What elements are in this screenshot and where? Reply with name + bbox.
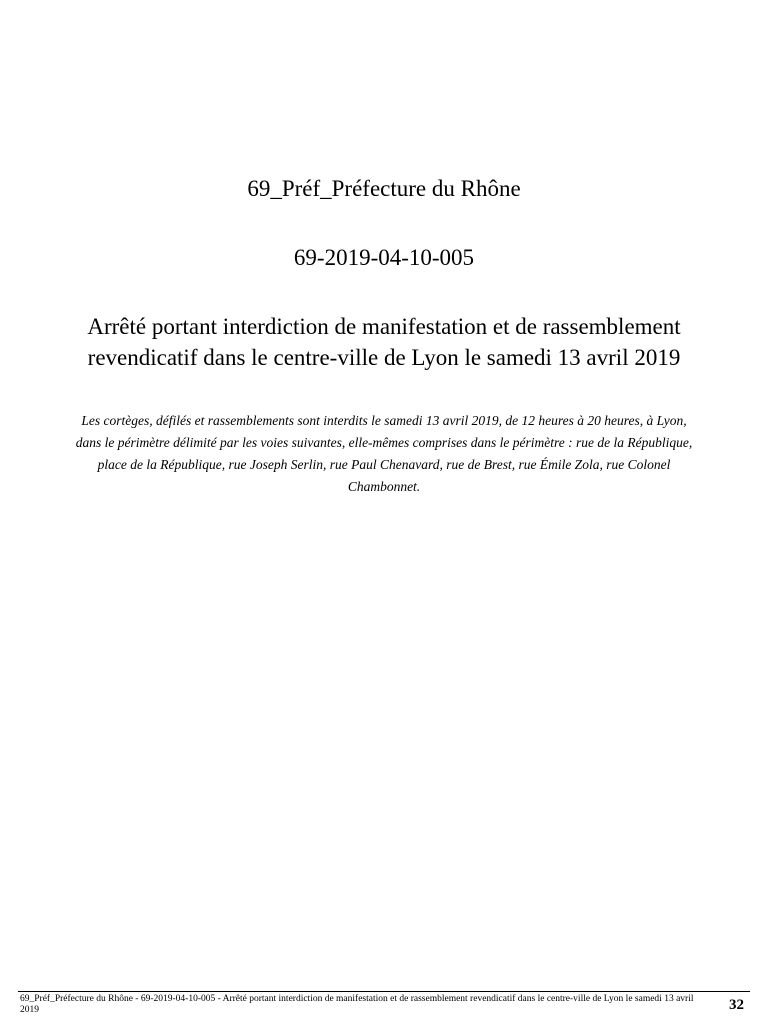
page-number: 32 [729,997,744,1013]
footer-text: 69_Préf_Préfecture du Rhône - 69-2019-04-10-005 - Arrêté portant interdiction de manifestation et de rassemblement revendicatif dans le centre-ville de Lyon le samedi 13 avril 2019 [20,994,694,1015]
footer-divider [18,991,750,992]
document-title: Arrêté portant interdiction de manifestation et de rassemblement revendicatif dans le centre-ville de Lyon le samedi 13 avril 2019 [87,314,681,370]
document-reference: 69-2019-04-10-005 [293,245,475,270]
issuing-service: 69_Préf_Préfecture du Rhône [247,176,521,201]
document-summary: Les cortèges, défilés et rassemblements sont interdits le samedi 13 avril 2019, de 12 heures à 20 heures, à Lyon, dans le périmètre délimité par les voies suivantes, elle-mêmes comprises dans le périmètre : rue de la République, place de la République, rue Joseph Serlin, rue Paul Chenavard, rue de Brest, rue Émile Zola, rue Colonel Chambonnet. [75,413,693,494]
